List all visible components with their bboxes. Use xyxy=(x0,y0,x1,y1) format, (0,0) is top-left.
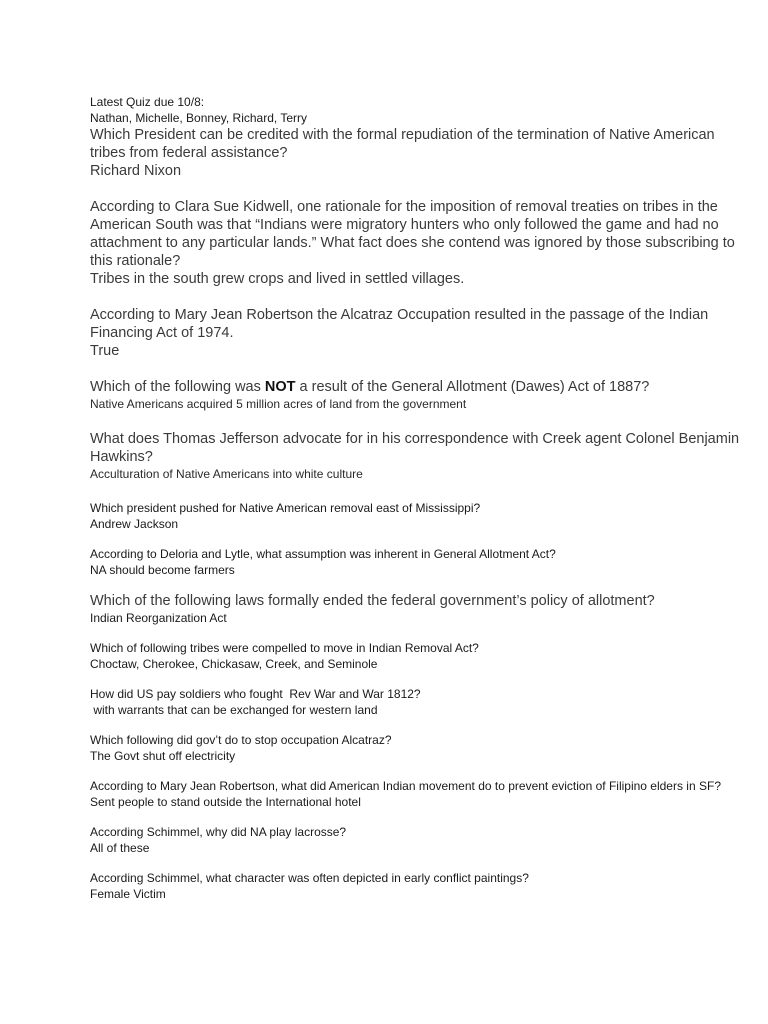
question-text: Which President can be credited with the formal repudiation of the termination of Native American tribes from federal assistance? xyxy=(90,127,715,161)
answer-text: Andrew Jackson xyxy=(90,517,179,531)
qa-item xyxy=(90,778,750,810)
qa-item xyxy=(90,198,750,288)
question-text: According to Deloria and Lytle, what assumption was inherent in General Allotment Act? xyxy=(90,547,556,561)
qa-item xyxy=(90,824,750,856)
answer-text: Indian Reorganization Act xyxy=(90,611,227,625)
qa-item xyxy=(90,870,750,902)
qa-item xyxy=(90,640,750,672)
question-text: According to Mary Jean Robertson, what did American Indian movement do to prevent eviction of Filipino elders in SF? xyxy=(90,779,721,793)
question-emphasis: NOT xyxy=(264,379,296,395)
answer-text: Sent people to stand outside the International hotel xyxy=(90,795,361,809)
qa-item xyxy=(90,500,750,532)
answer-text: The Govt shut off electricity xyxy=(90,749,236,763)
question-text xyxy=(90,378,750,396)
qa-item xyxy=(90,306,750,360)
qa-item xyxy=(90,686,750,718)
answer-text: NA should become farmers xyxy=(90,563,235,577)
answer-text: Female Victim xyxy=(90,887,166,901)
answer-text: Native Americans acquired 5 million acres of land from the government xyxy=(90,397,467,411)
qa-item xyxy=(90,732,750,764)
question-text: What does Thomas Jefferson advocate for in his correspondence with Creek agent Colonel Benjamin Hawkins? xyxy=(90,431,740,465)
quiz-names: Nathan, Michelle, Bonney, Richard, Terry xyxy=(90,111,307,125)
question-text: According to Clara Sue Kidwell, one rationale for the imposition of removal treaties on tribes in the American South was that “Indians were migratory hunters who only followed the game and had no attachment to any particular lands.” What fact does she contend was ignored by those subscribing to this rationale? xyxy=(90,199,735,269)
qa-item xyxy=(90,378,750,412)
answer-text: Acculturation of Native Americans into white culture xyxy=(90,467,363,481)
document-page xyxy=(90,94,750,902)
question-text: Which of following tribes were compelled to move in Indian Removal Act? xyxy=(90,641,479,655)
answer-text: Richard Nixon xyxy=(90,163,182,179)
qa-item xyxy=(90,430,750,482)
question-text-part: a result of the General Allotment (Dawes) Act of 1887? xyxy=(295,379,650,395)
answer-text: Choctaw, Cherokee, Chickasaw, Creek, and Seminole xyxy=(90,657,378,671)
answer-text: Tribes in the south grew crops and lived in settled villages. xyxy=(90,271,465,287)
question-text: How did US pay soldiers who fought Rev War and War 1812? xyxy=(90,687,421,701)
question-text-part: Which of the following was xyxy=(90,379,265,395)
question-text: According Schimmel, why did NA play lacrosse? xyxy=(90,825,347,839)
answer-text: All of these xyxy=(90,841,150,855)
question-text: Which president pushed for Native American removal east of Mississippi? xyxy=(90,501,481,515)
answer-text: with warrants that can be exchanged for western land xyxy=(90,703,378,717)
question-text: According to Mary Jean Robertson the Alcatraz Occupation resulted in the passage of the Indian Financing Act of 1974. xyxy=(90,307,709,341)
quiz-title: Latest Quiz due 10/8: xyxy=(90,95,205,109)
question-text: According Schimmel, what character was often depicted in early conflict paintings? xyxy=(90,871,529,885)
answer-text: True xyxy=(90,343,120,359)
question-text: Which following did gov’t do to stop occupation Alcatraz? xyxy=(90,733,392,747)
question-text: Which of the following laws formally ended the federal government’s policy of allotment? xyxy=(90,593,655,609)
qa-item xyxy=(90,126,750,180)
qa-item xyxy=(90,546,750,578)
qa-item xyxy=(90,592,750,626)
